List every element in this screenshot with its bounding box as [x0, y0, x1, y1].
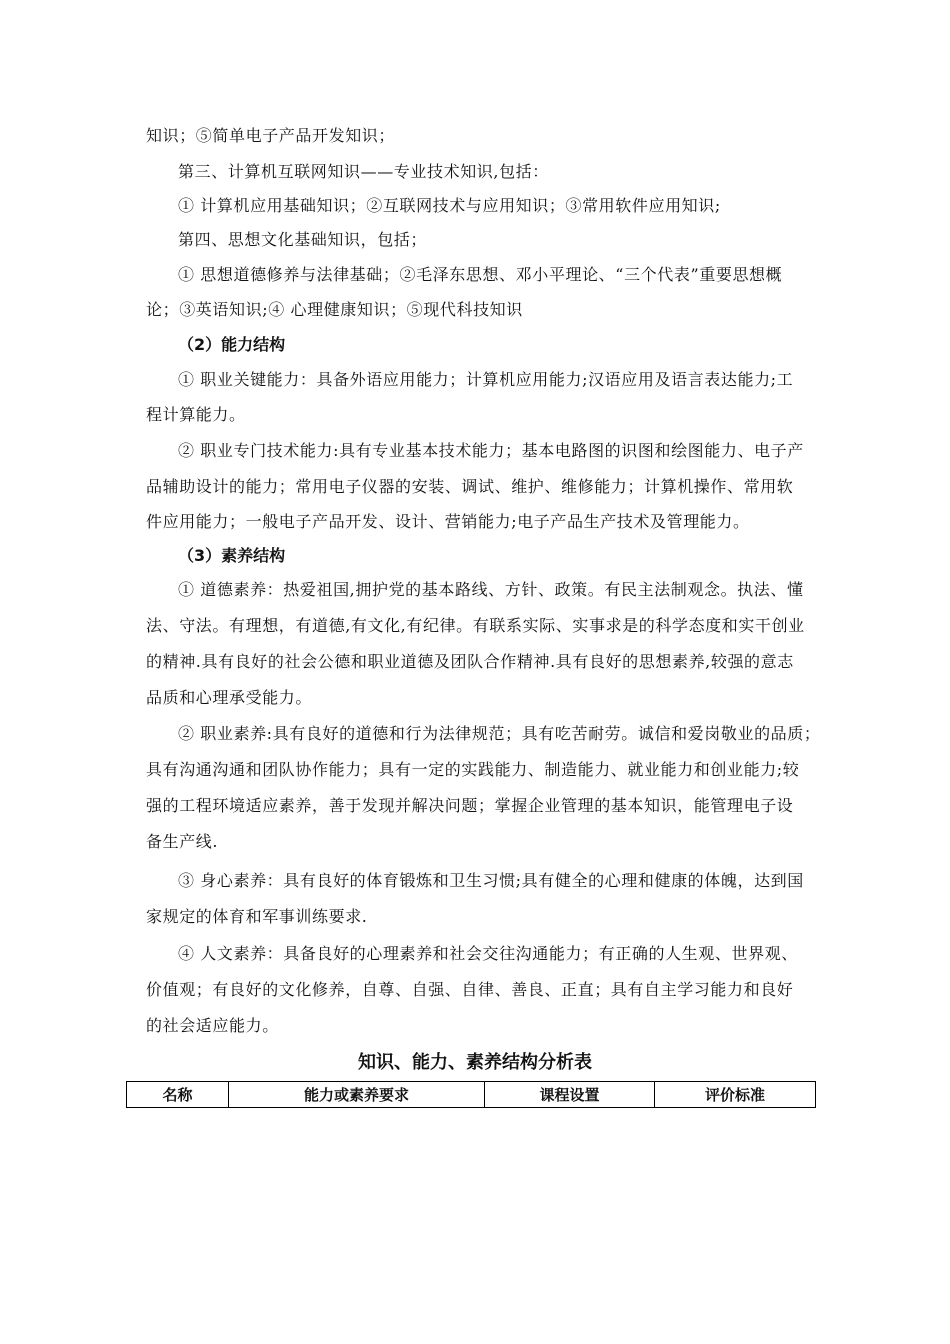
text-line: 第四、思想文化基础知识，包括；: [178, 230, 428, 249]
text-line: 论；③英语知识;④ 心理健康知识；⑤现代科技知识: [146, 300, 523, 319]
text-line: ① 道德素养：热爱祖国,拥护党的基本路线、方针、政策。有民主法制观念。执法、懂: [178, 580, 804, 599]
table-header-cell: 名称: [127, 1082, 229, 1108]
text-line: ④ 人文素养：具备良好的心理素养和社会交往沟通能力；有正确的人生观、世界观、: [178, 944, 798, 963]
text-line: 件应用能力；一般电子产品开发、设计、营销能力;电子产品生产技术及管理能力。: [146, 512, 750, 531]
table-title: 知识、能力、素养结构分析表: [358, 1052, 592, 1073]
text-line: ③ 身心素养：具有良好的体育锻炼和卫生习惯;具有健全的心理和健康的体魄，达到国: [178, 871, 804, 890]
text-line: 第三、计算机互联网知识——专业技术知识,包括：: [178, 162, 549, 181]
text-line: 知识；⑤简单电子产品开发知识；: [146, 126, 396, 145]
analysis-table: [126, 1081, 816, 1108]
text-line: ① 思想道德修养与法律基础；②毛泽东思想、邓小平理论、“三个代表”重要思想概: [178, 265, 783, 284]
table-header-cell: 能力或素养要求: [229, 1082, 485, 1108]
table-header-cell: 评价标准: [655, 1082, 816, 1108]
text-line: 法、守法。有理想，有道德,有文化,有纪律。有联系实际、实事求是的科学态度和实干创业: [146, 616, 805, 635]
text-line: 家规定的体育和军事训练要求.: [146, 907, 368, 926]
text-line: ① 职业关键能力：具备外语应用能力；计算机应用能力;汉语应用及语言表达能力;工: [178, 370, 794, 389]
text-line: 程计算能力。: [146, 405, 246, 424]
text-line: 的精神.具有良好的社会公德和职业道德及团队合作精神.具有良好的思想素养,较强的意志: [146, 652, 794, 671]
section-heading-ability: （2）能力结构: [178, 335, 286, 354]
text-line: 的社会适应能力。: [146, 1016, 279, 1035]
text-line: ① 计算机应用基础知识；②互联网技术与应用知识；③常用软件应用知识;: [178, 196, 721, 215]
table-header-row: [127, 1082, 816, 1108]
text-line: 备生产线.: [146, 832, 219, 851]
text-line: 品辅助设计的能力；常用电子仪器的安装、调试、维护、维修能力；计算机操作、常用软: [146, 477, 794, 496]
text-line: 价值观；有良好的文化修养，自尊、自强、自律、善良、正直；具有自主学习能力和良好: [146, 980, 794, 999]
text-line: ② 职业素养:具有良好的道德和行为法律规范；具有吃苦耐劳。诚信和爱岗敬业的品质；: [178, 724, 821, 743]
text-line: 具有沟通沟通和团队协作能力；具有一定的实践能力、制造能力、就业能力和创业能力;较: [146, 760, 800, 779]
text-line: 品质和心理承受能力。: [146, 688, 313, 707]
text-line: 强的工程环境适应素养，善于发现并解决问题；掌握企业管理的基本知识，能管理电子设: [146, 796, 794, 815]
section-heading-quality: （3）素养结构: [178, 546, 286, 565]
text-line: ② 职业专门技术能力:具有专业基本技术能力；基本电路图的识图和绘图能力、电子产: [178, 441, 804, 460]
table-header-cell: 课程设置: [485, 1082, 655, 1108]
